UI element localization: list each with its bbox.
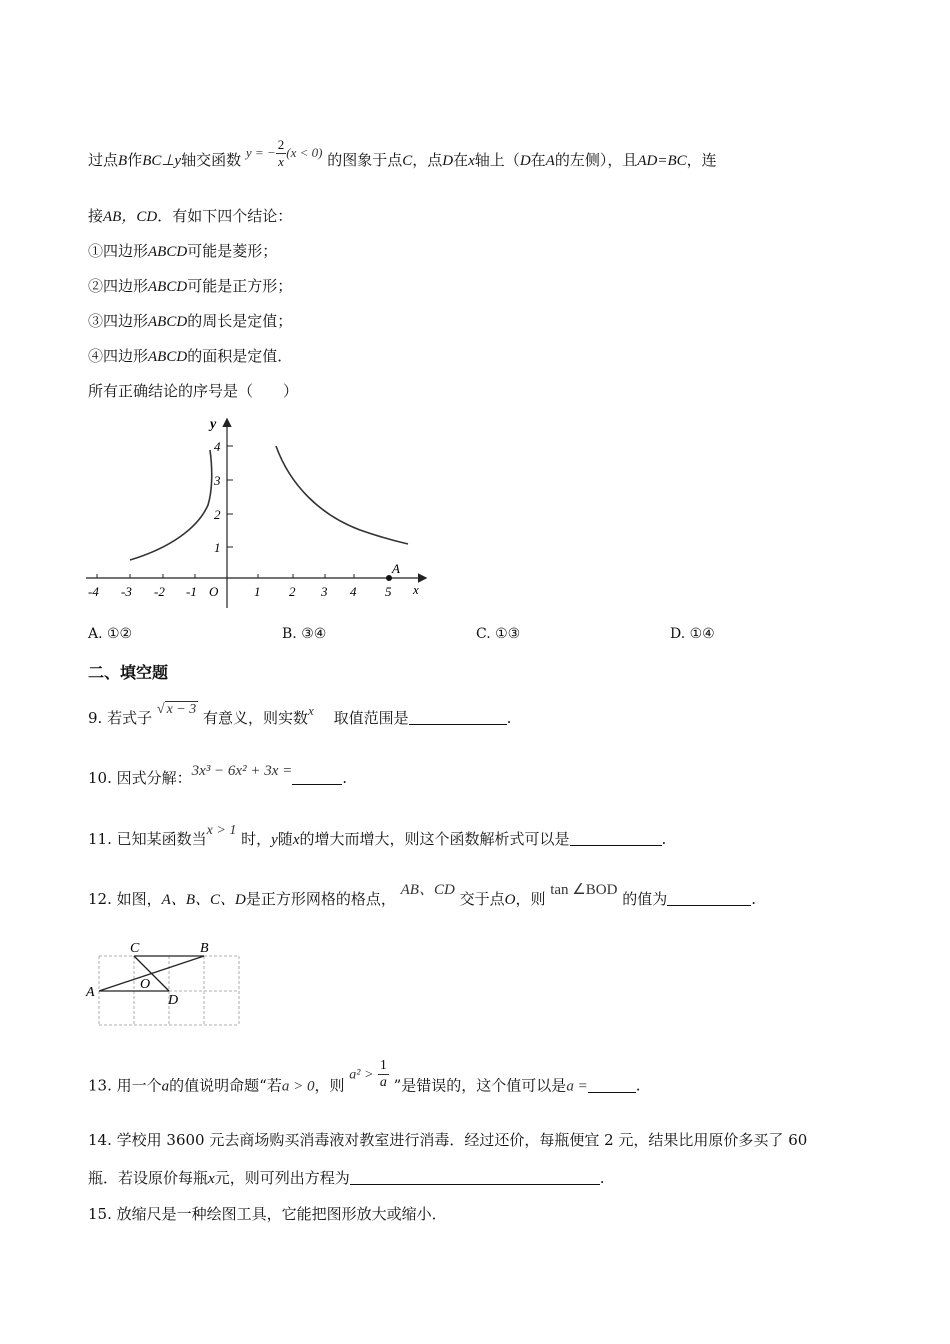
question-14-line1: 14. 学校用 3600 元去商场购买消毒液对教室进行消毒．经过还价，每瓶便宜 2 元，结果比用原价多买了 60 xyxy=(88,1131,808,1149)
point-label-d: D xyxy=(168,993,179,1008)
question-11: 11. 已知某函数当x > 1 时，y随x的增大而增大，则这个函数解析式可以是 . xyxy=(88,823,667,848)
inverse-function-formula: y = − $\frac{2}{x}$ (x < 0) xyxy=(245,137,323,169)
x-tick-label: -3 xyxy=(121,584,132,599)
section-title: 二、填空题 xyxy=(88,663,169,682)
y-tick-label: 1 xyxy=(214,540,221,555)
answer-blank[interactable] xyxy=(667,891,751,906)
point-label-c: C xyxy=(130,941,140,956)
grid-figure xyxy=(82,936,247,1032)
x-tick-label: -2 xyxy=(154,584,165,599)
inverse-function-graph xyxy=(80,410,440,615)
answer-blank[interactable] xyxy=(292,770,342,785)
x-tick-label: 3 xyxy=(321,584,328,599)
question-12: 12. 如图，A、B、C、D是正方形网格的格点， AB、CD 交于点O，则 tan ∠BOD 的值为 . xyxy=(88,882,757,908)
x-tick-label: 1 xyxy=(254,584,261,599)
conclusion-1: ①四边形ABCD可能是菱形； xyxy=(88,242,278,260)
y-axis-label: y xyxy=(210,417,217,432)
answer-blank[interactable] xyxy=(409,710,507,725)
conclusion-2: ②四边形ABCD可能是正方形； xyxy=(88,277,293,295)
x-tick-label: 5 xyxy=(385,584,392,599)
question-10: 10. 因式分解：3x³ − 6x² + 3x = . xyxy=(88,763,348,787)
y-tick-label: 4 xyxy=(214,439,221,454)
right-branch-curve xyxy=(276,446,408,544)
answer-blank[interactable] xyxy=(350,1170,600,1185)
option-d[interactable]: D. ①④ xyxy=(670,626,715,642)
conclusion-4: ④四边形ABCD的面积是定值． xyxy=(88,347,293,365)
option-a[interactable]: A. ①② xyxy=(88,626,133,642)
x-tick-label: -4 xyxy=(88,584,99,599)
point-label-o: O xyxy=(140,977,151,992)
q8-ask: 所有正确结论的序号是（ ） xyxy=(88,382,299,400)
question-14-line2: 瓶．若设原价每瓶x元，则可列出方程为 . xyxy=(88,1169,605,1187)
question-15: 15. 放缩尺是一种绘图工具，它能把图形放大或缩小． xyxy=(88,1205,447,1223)
answer-blank[interactable] xyxy=(588,1078,636,1093)
conclusion-3: ③四边形ABCD的周长是定值； xyxy=(88,312,293,330)
point-label-a: A xyxy=(86,985,95,1000)
q8-line2: 接AB，CD．有如下四个结论： xyxy=(88,207,293,225)
x-tick-label: -1 xyxy=(186,584,197,599)
x-axis-label: x xyxy=(413,582,419,597)
x-tick-label: 4 xyxy=(350,584,357,599)
y-tick-label: 3 xyxy=(214,473,221,488)
inequality-formula: a² > $\frac{1}{a}$ xyxy=(349,1058,387,1090)
question-13: 13. 用一个a的值说明命题“若a > 0，则 a² > $\frac{1}{a}$ ”是错误的，这个值可以是a = . xyxy=(88,1058,641,1095)
y-tick-label: 2 xyxy=(214,507,221,522)
point-a-label: A xyxy=(392,561,400,576)
origin-label: O xyxy=(209,584,219,599)
q8-line1: 过点B作BC⊥y轴交函数 y = − $\frac{2}{x}$ (x < 0) 的图象于点C，点D在x轴上（D在A的左侧），且AD=BC，连 xyxy=(88,137,717,169)
sqrt-expression: √ x − 3 xyxy=(156,702,197,717)
option-c[interactable]: C. ①③ xyxy=(476,626,521,642)
left-branch-curve xyxy=(130,450,212,560)
point-label-b: B xyxy=(200,941,209,956)
answer-blank[interactable] xyxy=(570,831,662,846)
option-b[interactable]: B. ③④ xyxy=(282,626,327,642)
x-tick-label: 2 xyxy=(289,584,296,599)
question-9: 9. 若式子 √ x − 3 有意义，则实数x 取值范围是 . xyxy=(88,708,511,730)
